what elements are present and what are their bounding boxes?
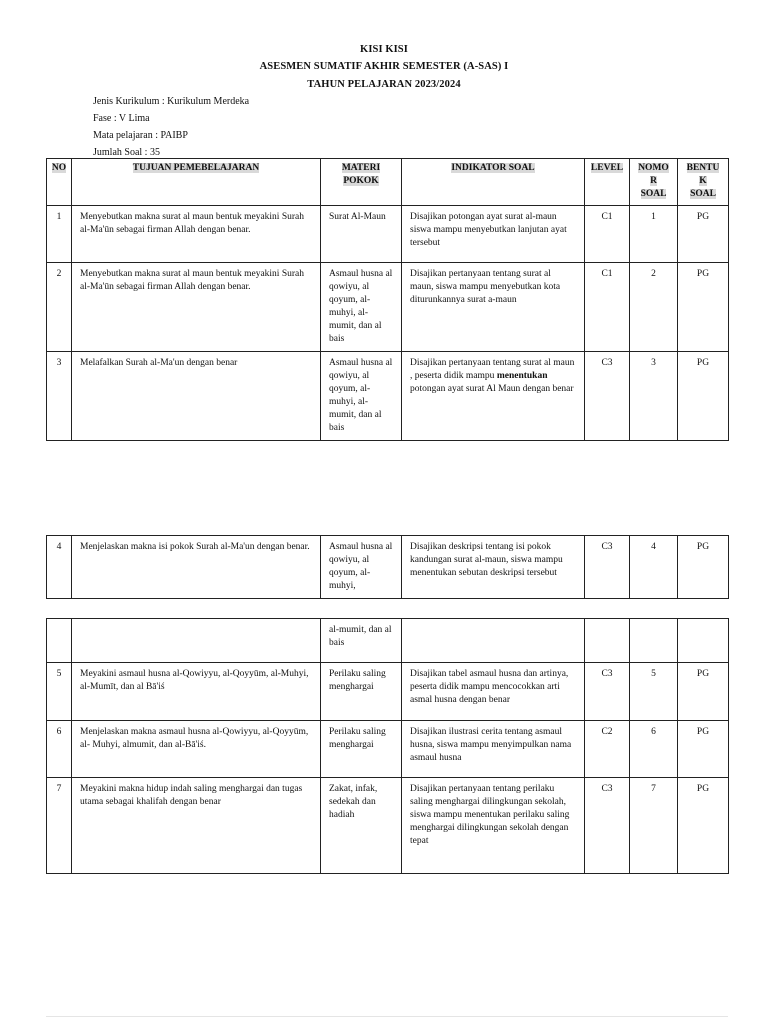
cell-bentuk: PG [678, 206, 729, 263]
cell-level: C3 [585, 352, 630, 441]
cell-nomor: 4 [630, 536, 678, 599]
cell-tujuan: Melafalkan Surah al-Ma'un dengan benar [72, 352, 321, 441]
cell-materi: al-mumit, dan al bais [321, 619, 402, 663]
cell-level [585, 619, 630, 663]
cell-nomor: 2 [630, 263, 678, 352]
cell-materi: Perilaku saling menghargai [321, 721, 402, 778]
col-tujuan-header: TUJUAN PEMEBELAJARAN [72, 159, 321, 206]
cell-bentuk: PG [678, 778, 729, 874]
meta-jumlah: Jumlah Soal : 35 [93, 147, 160, 158]
table-row [47, 619, 729, 663]
col-nomor-header: NOMO R SOAL [630, 159, 678, 206]
cell-level: C3 [585, 536, 630, 599]
cell-no [47, 619, 72, 663]
doc-title: KISI KISI [360, 44, 408, 55]
kisi-table-1 [46, 158, 729, 441]
table-row [47, 206, 729, 263]
col-indikator-header: INDIKATOR SOAL [402, 159, 585, 206]
doc-year: TAHUN PELAJARAN 2023/2024 [307, 79, 461, 90]
cell-bentuk: PG [678, 536, 729, 599]
col-level-header: LEVEL [585, 159, 630, 206]
doc-subtitle: ASESMEN SUMATIF AKHIR SEMESTER (A-SAS) I [259, 61, 509, 72]
cell-tujuan: Menyebutkan makna surat al maun bentuk meyakini Surah al-Ma'ūn sebagai firman Allah dengan benar. [72, 263, 321, 352]
cell-materi: Asmaul husna al qowiyu, al qoyum, al-muhyi, al-mumit, dan al bais [321, 263, 402, 352]
cell-materi: Asmaul husna al qowiyu, al qoyum, al-muhyi, al-mumit, dan al bais [321, 352, 402, 441]
cell-tujuan: Meyakini makna hidup indah saling menghargai dan tugas utama sebagai khalifah dengan benar [72, 778, 321, 874]
cell-bentuk: PG [678, 663, 729, 721]
cell-tujuan: Menjelaskan makna asmaul husna al-Qowiyyu, al-Qoyyūm, al- Muhyi, almumit, dan al-Bā'iś. [72, 721, 321, 778]
cell-tujuan: Menyebutkan makna surat al maun bentuk meyakini Surah al-Ma'ūn sebagai firman Allah dengan benar. [72, 206, 321, 263]
col-materi-header: MATERI POKOK [321, 159, 402, 206]
cell-nomor: 5 [630, 663, 678, 721]
bold-keyword: menentukan [496, 371, 548, 381]
cell-indikator: Disajikan potongan ayat surat al-maun siswa mampu menyebutkan lanjutan ayat tersebut [402, 206, 585, 263]
cell-tujuan: Menjelaskan makna isi pokok Surah al-Ma'un dengan benar. [72, 536, 321, 599]
cell-indikator: Disajikan pertanyaan tentang surat al maun, siswa mampu menyebutkan kota diturunkannya surat a-maun [402, 263, 585, 352]
cell-materi: Perilaku saling menghargai [321, 663, 402, 721]
cell-no: 3 [47, 352, 72, 441]
cell-nomor: 3 [630, 352, 678, 441]
table-row [47, 721, 729, 778]
cell-indikator: Disajikan pertanyaan tentang surat al maun , peserta didik mampu menentukan potongan ayat surat Al Maun dengan benar [402, 352, 585, 441]
col-no-header: NO [47, 159, 72, 206]
page-divider [46, 1016, 728, 1017]
col-bentuk-header: BENTU K SOAL [678, 159, 729, 206]
table-row [47, 263, 729, 352]
cell-materi: Asmaul husna al qowiyu, al qoyum, al-muhyi, [321, 536, 402, 599]
cell-materi: Surat Al-Maun [321, 206, 402, 263]
meta-fase: Fase : V Lima [93, 113, 150, 124]
table-row [47, 778, 729, 874]
cell-tujuan [72, 619, 321, 663]
cell-indikator: Disajikan ilustrasi cerita tentang asmaul husna, siswa mampu menyimpulkan nama asmaul husna [402, 721, 585, 778]
table-row [47, 352, 729, 441]
table-header-row [47, 159, 729, 206]
cell-no: 4 [47, 536, 72, 599]
cell-level: C2 [585, 721, 630, 778]
cell-nomor: 6 [630, 721, 678, 778]
cell-bentuk: PG [678, 263, 729, 352]
cell-indikator: Disajikan deskripsi tentang isi pokok kandungan surat al-maun, siswa mampu menentukan sebutan deskripsi tersebut [402, 536, 585, 599]
cell-nomor: 1 [630, 206, 678, 263]
cell-bentuk: PG [678, 721, 729, 778]
cell-materi: Zakat, infak, sedekah dan hadiah [321, 778, 402, 874]
cell-indikator: Disajikan pertanyaan tentang perilaku saling menghargai dilingkungan sekolah, siswa mampu menentukan perilaku saling menghargai dilingkungan sekolah dengan tepat [402, 778, 585, 874]
cell-level: C1 [585, 206, 630, 263]
cell-no: 7 [47, 778, 72, 874]
cell-indikator: Disajikan tabel asmaul husna dan artinya, peserta didik mampu mencocokkan arti asmal husna dengan benar [402, 663, 585, 721]
cell-nomor [630, 619, 678, 663]
cell-no: 6 [47, 721, 72, 778]
table-row [47, 536, 729, 599]
cell-level: C3 [585, 778, 630, 874]
kisi-table-3 [46, 618, 729, 874]
meta-kurikulum: Jenis Kurikulum : Kurikulum Merdeka [93, 96, 250, 107]
cell-no: 5 [47, 663, 72, 721]
cell-bentuk: PG [678, 352, 729, 441]
cell-indikator [402, 619, 585, 663]
meta-mapel: Mata pelajaran : PAIBP [93, 130, 188, 141]
cell-tujuan: Meyakini asmaul husna al-Qowiyyu, al-Qoyyūm, al-Muhyi, al-Mumīt, dan al Bā'iś [72, 663, 321, 721]
cell-bentuk [678, 619, 729, 663]
cell-no: 1 [47, 206, 72, 263]
table-row [47, 663, 729, 721]
cell-no: 2 [47, 263, 72, 352]
cell-level: C1 [585, 263, 630, 352]
kisi-table-2 [46, 535, 729, 599]
cell-level: C3 [585, 663, 630, 721]
cell-nomor: 7 [630, 778, 678, 874]
